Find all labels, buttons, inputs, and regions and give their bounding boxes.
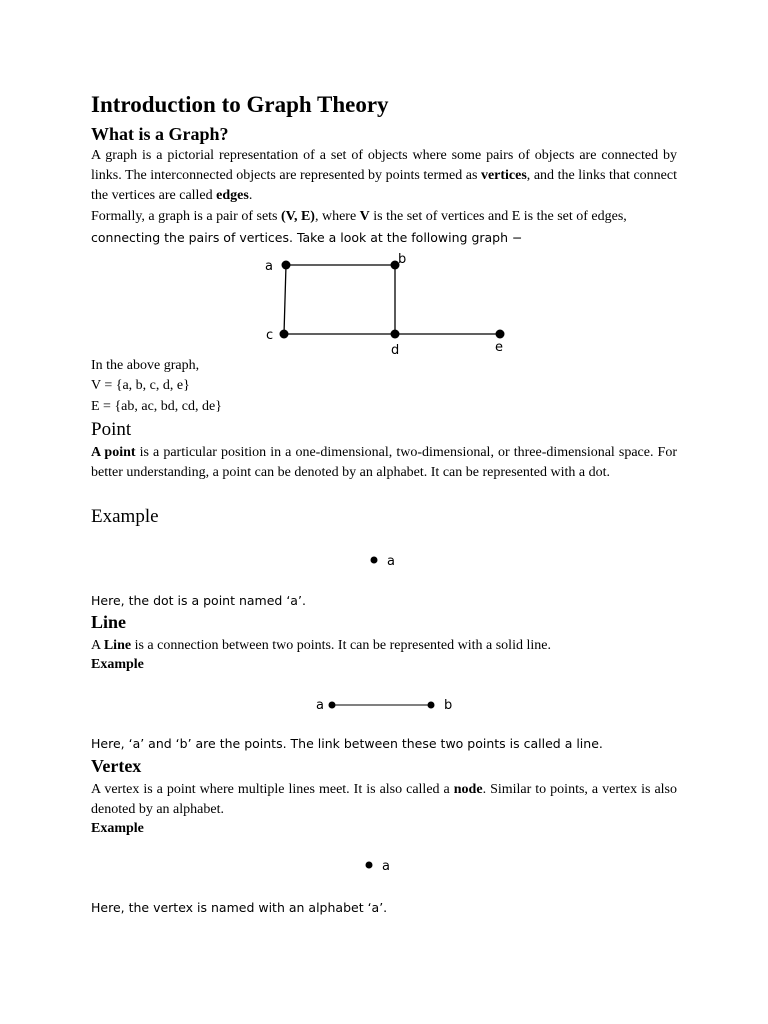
line-label-b: b [444,698,453,713]
heading-what-is-graph: What is a Graph? [91,124,229,144]
heading-vertex-example: Example [91,821,144,836]
point-caption: Here, the dot is a point named ‘a’. [91,593,306,608]
heading-point: Point [91,419,132,440]
text-run: Formally, a graph is a pair of sets [91,209,281,224]
vertex-c [280,330,289,339]
term-node: node [453,782,483,797]
term-edges: edges [216,188,249,203]
paragraph-vertex [91,780,677,820]
paragraph-point [91,443,677,483]
label-c: c [266,328,274,343]
label-d: d [391,343,400,358]
term-line: Line [103,638,132,653]
heading-line-example: Example [91,657,144,672]
heading-line: Line [91,612,127,632]
term-v-e: (V, E) [281,209,315,224]
text-run: is a connection between two points. It can be represented with a solid line. [131,638,551,653]
edge-ac [284,265,286,334]
heading-vertex: Vertex [91,756,142,776]
edge-set: E = {ab, ac, bd, cd, de} [91,399,222,414]
line-example-diagram [310,694,460,716]
point-label: a [387,554,395,569]
text-run: is the set of vertices and E is the set of edges, [369,209,627,224]
line-point-b [428,702,435,709]
label-e: e [495,340,503,355]
page-title: Introduction to Graph Theory [91,92,389,117]
vertex-example-diagram [360,855,400,875]
paragraph-graph-definition [91,146,677,206]
example-graph-diagram [255,250,525,360]
term-a-point: A point [91,445,136,460]
paragraph-line [91,636,551,656]
text-run: . Similar to points, a vertex is also denoted by an alphabet. [91,782,677,817]
text-run: , and the links that connect the vertices are called [91,168,677,203]
term-vertices: vertices [480,168,527,183]
text-above-graph: In the above graph, [91,358,200,373]
vertex-dot [366,862,373,869]
vertex-caption: Here, the vertex is named with an alphabet ‘a’. [91,900,388,915]
text-run: A graph is a pictorial representation of a set of objects where some pairs of objects are connected by links. The interconnected objects are represented by points termed as [91,148,677,183]
text-run: A vertex is a point where multiple lines meet. It is also called a [91,782,454,797]
line-point-a [329,702,336,709]
vertex-a [282,261,291,270]
line-label-a: a [316,698,324,713]
point-dot [371,557,378,564]
paragraph-formal-definition-line2: connecting the pairs of vertices. Take a look at the following graph − [91,230,523,245]
paragraph-formal-definition [91,207,677,227]
point-example-diagram [365,550,405,570]
vertex-label: a [382,859,390,874]
vertex-set: V = {a, b, c, d, e} [91,378,190,393]
text-run: A [91,638,104,653]
term-v: V [359,209,370,224]
text-run: , where [314,209,360,224]
vertex-e [496,330,505,339]
text-run: . [248,188,253,203]
text-run: is a particular position in a one-dimensional, two-dimensional, or three-dimensional space. For better understanding, a point can be denoted by an alphabet. It can be represented with a dot. [91,445,678,480]
heading-point-example: Example [91,506,159,527]
line-caption: Here, ‘a’ and ‘b’ are the points. The link between these two points is called a line. [91,736,603,751]
vertex-d [391,330,400,339]
label-a: a [265,259,273,274]
label-b: b [398,252,407,267]
